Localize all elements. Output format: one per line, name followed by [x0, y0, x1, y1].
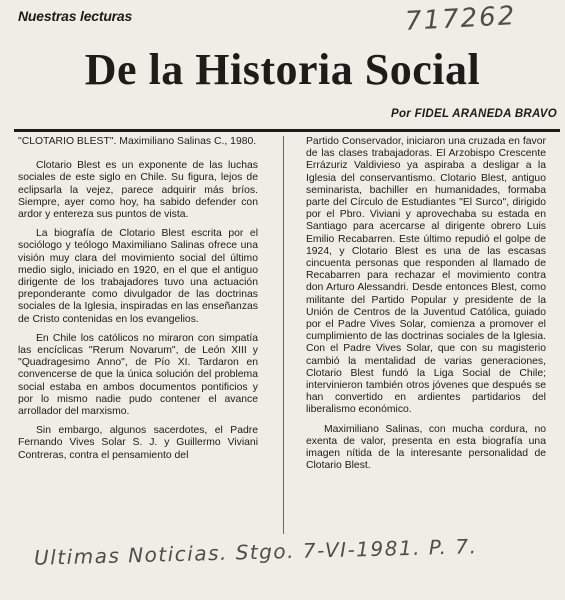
paragraph: Partido Conservador, iniciaron una cruzada en favor de las clases trabajadoras. El Arzobispo Crescente Errázuriz Valdivieso ya aspiraba a desligar a la Iglesia del conservantismo. Clotario Blest, antiguo seminarista, bachiller en humanidades, formaba parte del Círculo de Estudiantes "El Surco", dirigido por el Pbro. Viviani y aprovechaba su estada en Santiago para acercarse al dirigente obrero Luis Emilio Recabarren. Este último repudió el golpe de 1924, y Clotario Blest es una de las escasas cincuenta personas que responden al llamado de Recabarren para rechazar el movimiento contra don Arturo Alessandri. Desde entonces Blest, como militante del Partido Popular y presidente de la Unión de Centros de la Juventud Católica, guiado por el Padre Vives Solar, comienza a promover el cumplimiento de las doctrinas sociales de la Iglesia. Con el Padre Vives Solar, que con su magisterio cambió la mentalidad de varias generaciones, Clotario Blest fundó la Liga Social de Chile; intervinieron también otros jóvenes que después se han convertido en ardientes partidarios del liberalismo económico.	[306, 136, 546, 416]
handwritten-archive-number: 717262	[404, 1, 517, 37]
article-byline: Por FIDEL ARANEDA BRAVO	[391, 108, 557, 120]
article-column-right	[306, 136, 546, 479]
section-label: Nuestras lecturas	[18, 8, 133, 24]
book-citation: "CLOTARIO BLEST". Maximiliano Salinas C., 1980.	[18, 136, 257, 147]
handwritten-source-note: Ultimas Noticias. Stgo. 7-VI-1981. P. 7.	[33, 534, 478, 570]
paragraph: Clotario Blest es un exponente de las luchas sociales de este siglo en Chile. Su figura, lejos de eclipsarla la vejez, parece adquirir más bríos. Siempre, ayer como hoy, ha sabido defender con ardor y entereza sus puntos de vista.	[18, 160, 258, 221]
paragraph: Maximiliano Salinas, con mucha cordura, no exenta de valor, presenta en esta biografía una imagen nítida de la interesante personalidad de Clotario Blest.	[306, 423, 546, 472]
paragraph: Sin embargo, algunos sacerdotes, el Padre Fernando Vives Solar S. J. y Guillermo Viviani Contreras, contra el pensamiento del	[18, 425, 258, 461]
column-divider	[283, 136, 284, 534]
title-rule	[14, 129, 560, 132]
article-title: De la Historia Social	[84, 45, 481, 94]
article-column-left	[18, 136, 258, 469]
paragraph: La biografía de Clotario Blest escrita por el sociólogo y teólogo Maximiliano Salinas ofrece una visión muy clara del movimiento social del último medio siglo, iniciado en 1920, en el que el antiguo dirigente de los trabajadores tuvo una actuación preponderante como divulgador de las doctrinas sociales de la Iglesia, inspiradas en las enseñanzas de Cristo contenidas en los evangelios.	[18, 228, 258, 325]
paragraph: En Chile los católicos no miraron con simpatía las encíclicas "Rerum Novarum", de León XIII y "Quadragesimo Anno", de Pío XI. Tardaron en convencerse de que la única solución del problema social estaba en ambos documentos pontificios y por lo mismo nadie pudo contener el avance arrollador del marxismo.	[18, 332, 258, 418]
